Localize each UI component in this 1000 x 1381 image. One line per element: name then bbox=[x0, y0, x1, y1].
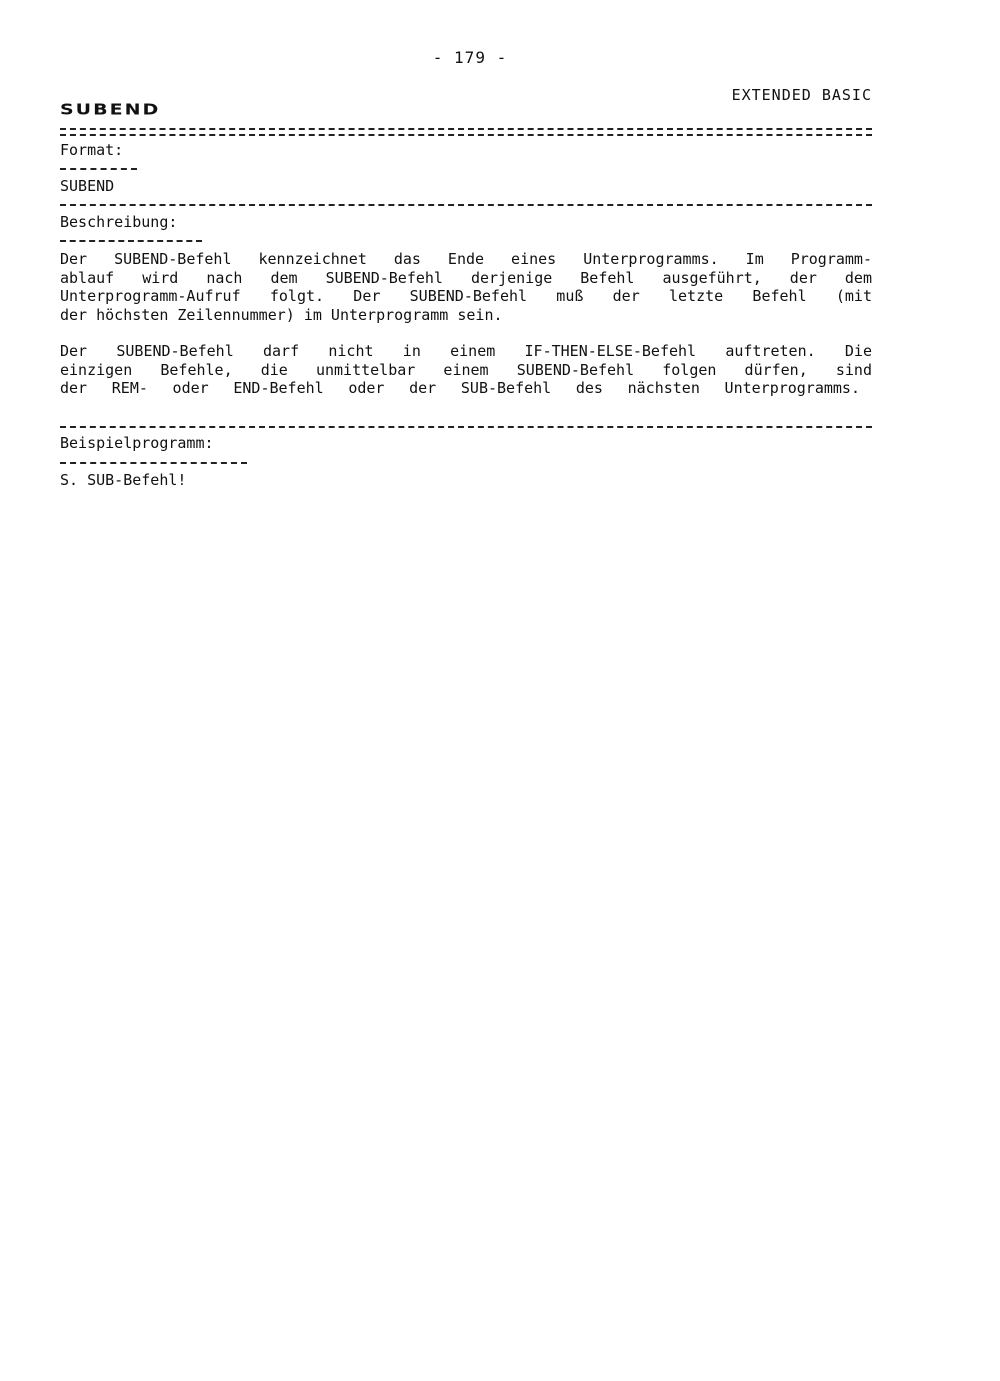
description-line: Der SUBEND-Befehl darf nicht in einem IF-THEN-ELSE-Befehl auftreten. Die bbox=[60, 342, 872, 360]
command-title: SUBEND bbox=[60, 101, 161, 119]
format-value: SUBEND bbox=[60, 177, 115, 195]
section-name: EXTENDED BASIC bbox=[731, 86, 872, 104]
description-label-underline bbox=[60, 240, 202, 242]
page-number: - 179 - bbox=[432, 48, 508, 67]
description-label: Beschreibung: bbox=[60, 213, 178, 231]
description-line: Der SUBEND-Befehl kennzeichnet das Ende eines Unterprogramms. Im Programm- bbox=[60, 250, 872, 268]
format-label-underline bbox=[60, 168, 137, 170]
example-value: S. SUB-Befehl! bbox=[60, 471, 187, 489]
format-label: Format: bbox=[60, 141, 124, 159]
section-divider bbox=[60, 426, 872, 428]
section-divider bbox=[60, 204, 872, 206]
description-line: der höchsten Zeilennummer) im Unterprogramm sein. bbox=[60, 306, 503, 324]
example-label-underline bbox=[60, 462, 247, 464]
title-double-rule bbox=[60, 128, 872, 136]
description-line: einzigen Befehle, die unmittelbar einem SUBEND-Befehl folgen dürfen, sind bbox=[60, 361, 872, 379]
example-label: Beispielprogramm: bbox=[60, 434, 214, 452]
description-line: Unterprogramm-Aufruf folgt. Der SUBEND-Befehl muß der letzte Befehl (mit bbox=[60, 287, 872, 305]
description-line: ablauf wird nach dem SUBEND-Befehl derjenige Befehl ausgeführt, der dem bbox=[60, 269, 872, 287]
description-line: der REM- oder END-Befehl oder der SUB-Befehl des nächsten Unterprogramms. bbox=[60, 379, 860, 397]
